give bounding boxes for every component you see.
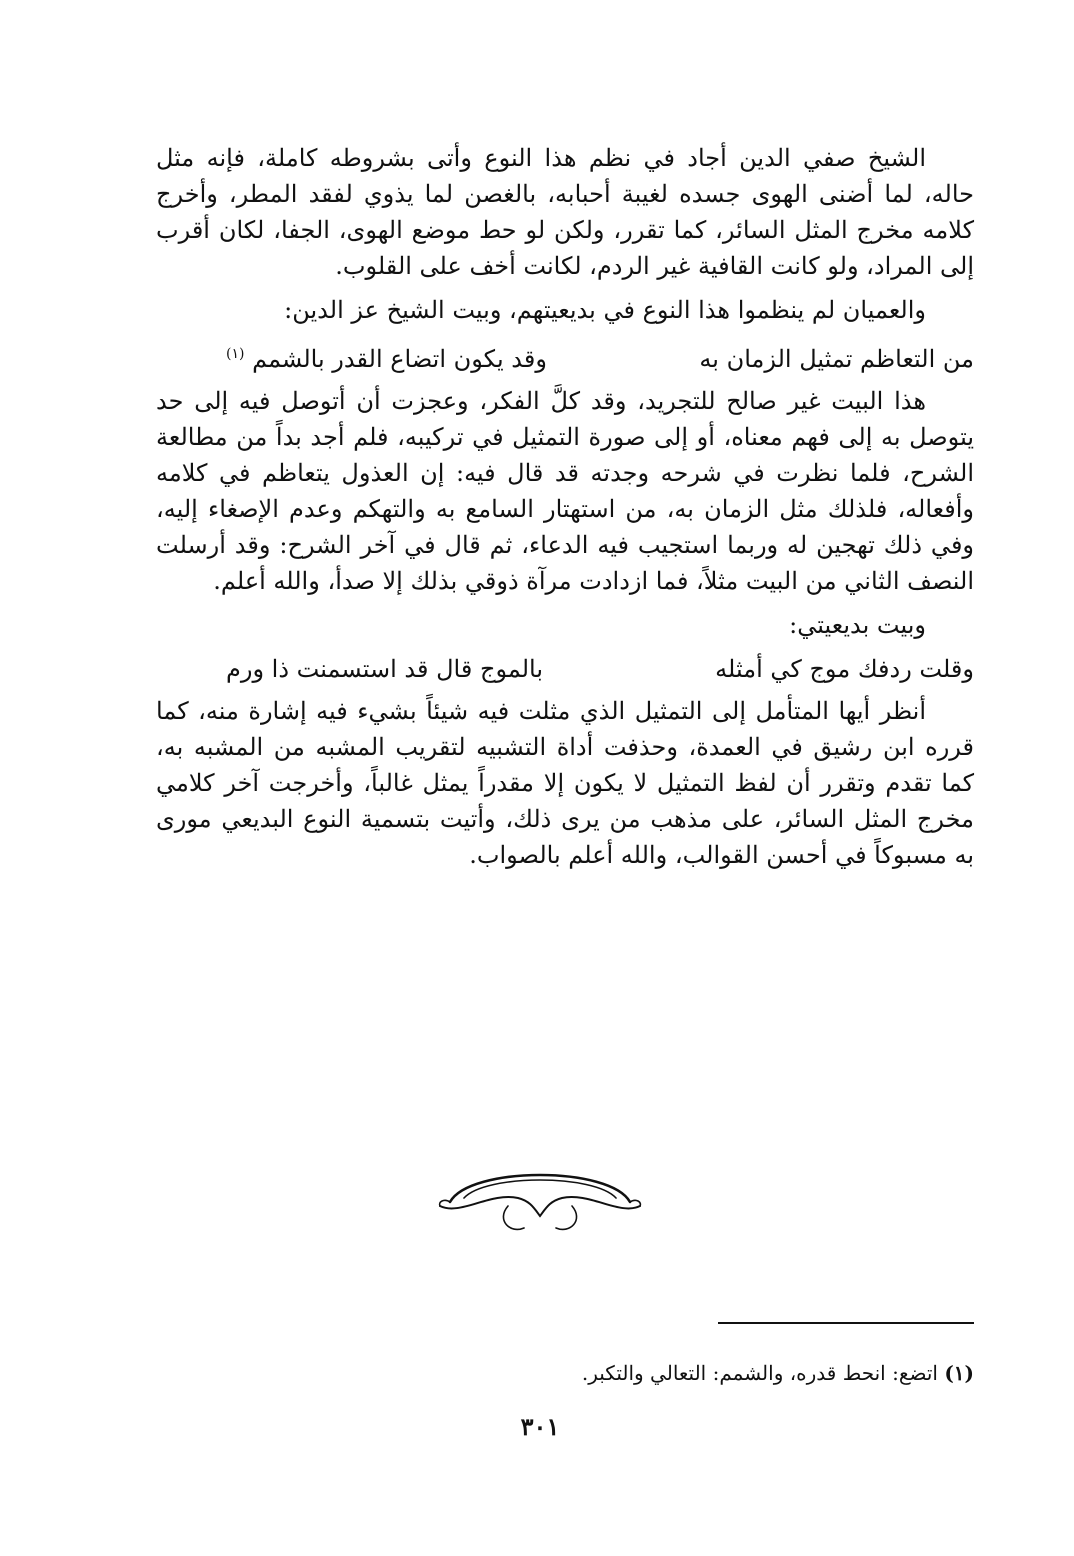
page-number: ٣٠١ [520, 1412, 560, 1441]
paragraph-4: وبيت بديعيتي: [789, 611, 926, 639]
paragraph-3: هذا البيت غير صالح للتجريد، وقد كلَّ الفكر، وعجزت أن أتوصل فيه إلى حد يتوصل به إلى فهم معناه، أو إلى صورة التمثيل في تركيبه، فلم أجد بداً من مطالعة الشرح، فلما نظرت في شرحه وجدته قد قال فيه: إن العذول يتعاظم في كلامه وأفعاله، فلذلك مثل الزمان به، من استهتار السامع به والتهكم وعدم الإصغاء إليه، وفي ذلك تهجين له وربما استجيب فيه الدعاء، ثم قال في آخر الشرح: وقد أرسلت النصف الثاني من البيت مثلاً، فما ازدادت مرآة ذوقي بذلك إلا صدأ، والله أعلم. [156, 387, 974, 595]
paragraph-2: والعميان لم ينظموا هذا النوع في بديعيتهم، وبيت الشيخ عز الدين: [284, 296, 926, 324]
decorative-ornament [430, 1146, 650, 1236]
footnote-reference: (١) [226, 346, 245, 362]
verse-1-second-hemistich [226, 336, 547, 377]
verse-1-first-hemistich: من التعاظم تمثيل الزمان به [699, 345, 974, 373]
verse-2-first-hemistich: وقلت ردفك موج كي أمثله [715, 655, 974, 683]
footnote-text: اتضع: انحط قدره، والشمم: التعالي والتكبر. [581, 1361, 938, 1385]
verse-2-second-hemistich: بالموج قال قد استسمنت ذا ورم [226, 655, 544, 683]
footnote-separator [718, 1322, 974, 1324]
verse-1-second-text: وقد يكون اتضاع القدر بالشمم [252, 345, 547, 373]
verse-izz-al-din [156, 336, 974, 377]
footnote-marker: (١) [944, 1361, 974, 1385]
paragraph-1: الشيخ صفي الدين أجاد في نظم هذا النوع وأتى بشروطه كاملة، فإنه مثل حاله، لما أضنى الهوى جسده لغيبة أحبابه، بالغصن لما يذوي لفقد المطر، وأخرج كلامه مخرج المثل السائر، كما تقرر، ولكن لو حط موضع الهوى، الجفا، لكان أقرب إلى المراد، ولو كانت القافية غير الردم، لكانت أخف على القلوب. [156, 144, 974, 280]
footnote [300, 1358, 974, 1388]
verse-author [156, 651, 974, 687]
paragraph-5: أنظر أيها المتأمل إلى التمثيل الذي مثلت فيه شيئاً بشيء فيه إشارة منه، كما قرره ابن رشيق في العمدة، وحذفت أداة التشبيه لتقريب المشبه من المشبه به، كما تقدم وتقرر أن لفظ التمثيل لا يكون إلا مقدراً يمثل غالباً، وأخرجت آخر كلامي مخرج المثل السائر، على مذهب من يرى ذلك، وأتيت بتسمية النوع البديعي مورى به مسبوكاً في أحسن القوالب، والله أعلم بالصواب. [156, 697, 974, 869]
main-text [156, 140, 974, 873]
